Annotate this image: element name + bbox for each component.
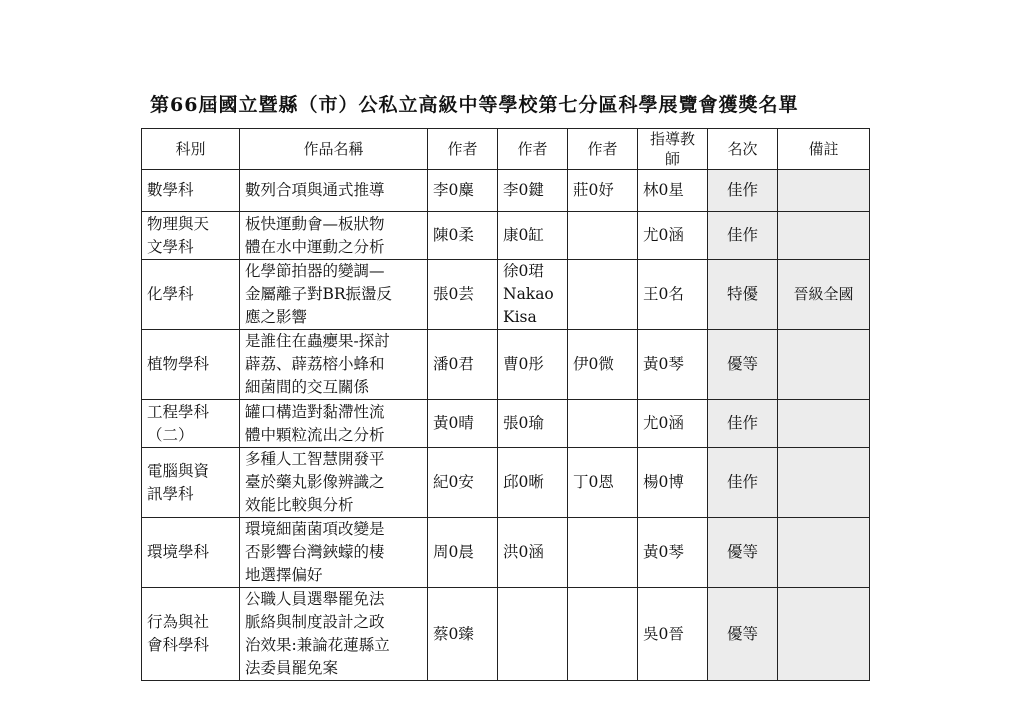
header-teacher: 指導教師 xyxy=(638,129,708,170)
cell-author-2 xyxy=(498,588,568,681)
table-row xyxy=(142,260,870,330)
cell-subject: 工程學科 （二） xyxy=(142,400,240,448)
table-row xyxy=(142,170,870,212)
cell-subject: 植物學科 xyxy=(142,330,240,400)
cell-note xyxy=(778,588,870,681)
header-work: 作品名稱 xyxy=(240,129,428,170)
cell-work: 環境細菌菌項改變是 否影響台灣鋏蠓的棲 地選擇偏好 xyxy=(240,518,428,588)
cell-note xyxy=(778,448,870,518)
cell-work: 化學節拍器的變調— 金屬離子對BR振盪反 應之影響 xyxy=(240,260,428,330)
cell-rank: 佳作 xyxy=(708,170,778,212)
table-row xyxy=(142,448,870,518)
cell-note xyxy=(778,400,870,448)
table-row xyxy=(142,330,870,400)
cell-author-2: 張0瑜 xyxy=(498,400,568,448)
cell-rank: 佳作 xyxy=(708,400,778,448)
cell-subject: 行為與社 會科學科 xyxy=(142,588,240,681)
cell-rank: 優等 xyxy=(708,330,778,400)
cell-author-1: 黃0晴 xyxy=(428,400,498,448)
cell-subject: 環境學科 xyxy=(142,518,240,588)
table-header-row xyxy=(142,129,870,170)
cell-author-1: 陳0柔 xyxy=(428,212,498,260)
cell-subject: 數學科 xyxy=(142,170,240,212)
cell-work: 罐口構造對黏滯性流 體中顆粒流出之分析 xyxy=(240,400,428,448)
cell-author-1: 周0晨 xyxy=(428,518,498,588)
table-row xyxy=(142,212,870,260)
cell-author-2: 徐0珺 Nakao Kisa xyxy=(498,260,568,330)
cell-work: 公職人員選舉罷免法 脈絡與制度設計之政 治效果:兼論花蓮縣立 法委員罷免案 xyxy=(240,588,428,681)
cell-work: 是誰住在蟲癭果-探討 薜荔、薜荔榕小蜂和 細菌間的交互關係 xyxy=(240,330,428,400)
cell-author-2: 邱0晰 xyxy=(498,448,568,518)
cell-rank: 佳作 xyxy=(708,448,778,518)
cell-author-3 xyxy=(568,588,638,681)
cell-work: 數列合項與通式推導 xyxy=(240,170,428,212)
cell-teacher: 吳0晉 xyxy=(638,588,708,681)
cell-teacher: 林0星 xyxy=(638,170,708,212)
cell-work: 板快運動會—板狀物 體在水中運動之分析 xyxy=(240,212,428,260)
cell-note-advance: 晉級全國 xyxy=(778,260,870,330)
cell-rank: 優等 xyxy=(708,518,778,588)
cell-author-2: 康0缸 xyxy=(498,212,568,260)
cell-author-1: 李0麋 xyxy=(428,170,498,212)
cell-work: 多種人工智慧開發平 臺於藥丸影像辨識之 效能比較與分析 xyxy=(240,448,428,518)
cell-note xyxy=(778,518,870,588)
header-author-2: 作者 xyxy=(498,129,568,170)
cell-author-3 xyxy=(568,212,638,260)
cell-author-1: 張0芸 xyxy=(428,260,498,330)
award-table xyxy=(141,128,870,681)
cell-subject: 物理與天 文學科 xyxy=(142,212,240,260)
cell-note xyxy=(778,330,870,400)
header-author-1: 作者 xyxy=(428,129,498,170)
cell-rank: 優等 xyxy=(708,588,778,681)
cell-rank: 特優 xyxy=(708,260,778,330)
table-row xyxy=(142,400,870,448)
cell-author-3 xyxy=(568,518,638,588)
cell-subject: 化學科 xyxy=(142,260,240,330)
document-title: 第66屆國立暨縣（市）公私立高級中等學校第七分區科學展覽會獲獎名單 xyxy=(150,94,799,116)
header-rank: 名次 xyxy=(708,129,778,170)
header-subject: 科別 xyxy=(142,129,240,170)
cell-author-3 xyxy=(568,260,638,330)
header-note: 備註 xyxy=(778,129,870,170)
cell-author-2: 洪0涵 xyxy=(498,518,568,588)
cell-teacher: 尤0涵 xyxy=(638,212,708,260)
cell-note xyxy=(778,212,870,260)
cell-author-1: 紀0安 xyxy=(428,448,498,518)
cell-rank: 佳作 xyxy=(708,212,778,260)
header-author-3: 作者 xyxy=(568,129,638,170)
cell-teacher: 黃0琴 xyxy=(638,330,708,400)
cell-teacher: 黃0琴 xyxy=(638,518,708,588)
table-row xyxy=(142,518,870,588)
cell-author-3: 丁0恩 xyxy=(568,448,638,518)
cell-author-1: 潘0君 xyxy=(428,330,498,400)
cell-note xyxy=(778,170,870,212)
cell-teacher: 尤0涵 xyxy=(638,400,708,448)
cell-author-3: 莊0妤 xyxy=(568,170,638,212)
cell-teacher: 王0名 xyxy=(638,260,708,330)
cell-subject: 電腦與資 訊學科 xyxy=(142,448,240,518)
table-row xyxy=(142,588,870,681)
cell-author-3 xyxy=(568,400,638,448)
cell-author-2: 李0鍵 xyxy=(498,170,568,212)
cell-author-1: 蔡0臻 xyxy=(428,588,498,681)
cell-author-2: 曹0彤 xyxy=(498,330,568,400)
cell-teacher: 楊0博 xyxy=(638,448,708,518)
cell-author-3: 伊0微 xyxy=(568,330,638,400)
